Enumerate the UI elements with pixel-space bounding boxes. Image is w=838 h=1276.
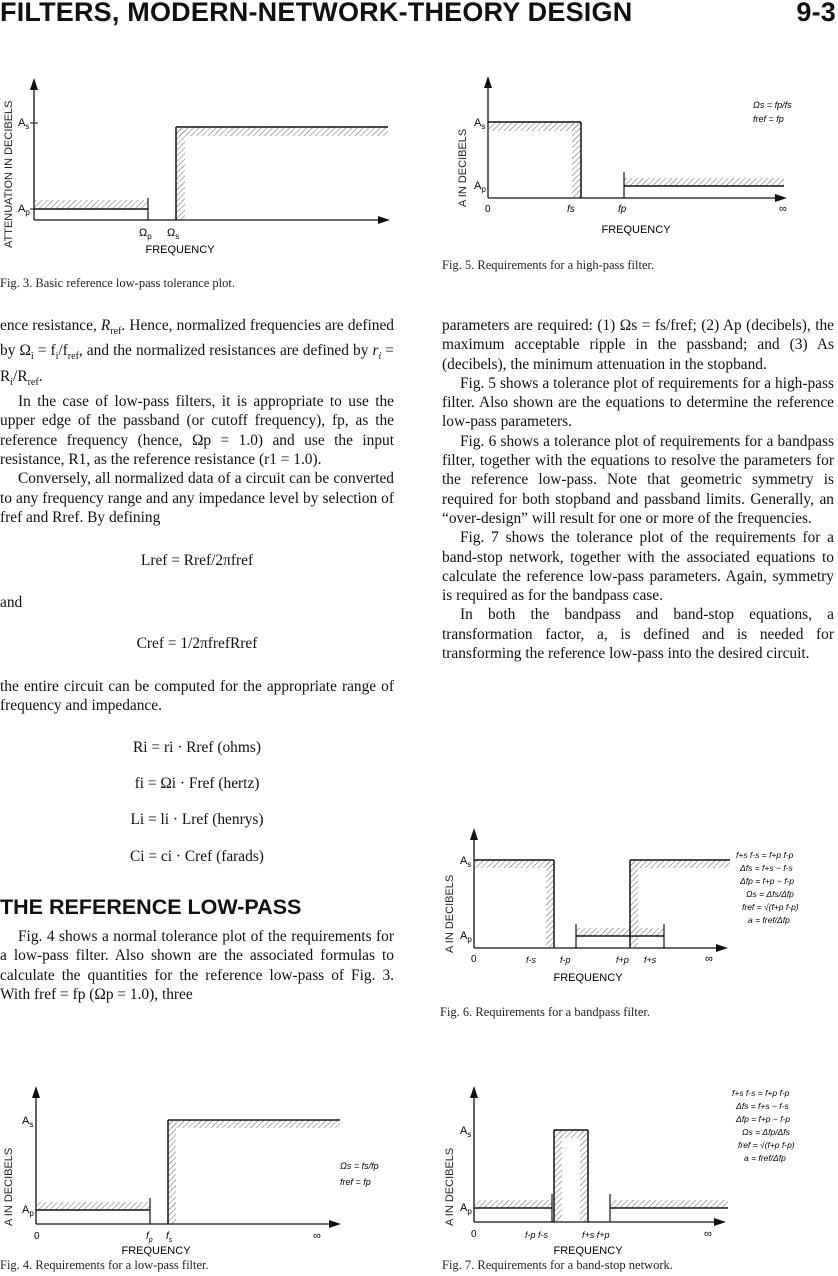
right-column [442,316,834,663]
left-column [0,316,394,1004]
zero-tick: 0 [471,954,477,965]
svg-text:Ap: $A_p$ [22,1204,34,1218]
y-axis-label: A IN DECIBELS [457,128,469,207]
zero-tick: 0 [34,1231,40,1242]
ap-label: $A_p$ [18,203,30,217]
as-label: $A_s$ [474,117,486,131]
x-axis-label: FREQUENCY [601,224,671,236]
eq-line: Ωs = Δfp/Δfs [742,1127,790,1137]
zero-tick: 0 [471,1229,477,1240]
ap-label: $A_p$ [474,180,486,194]
equation-lref: Lref = Rref/2πfref [140,552,254,570]
equation-fi: fi = Ωi · Fref (hertz) [134,774,260,792]
eq-line: f+s f-s = f+p f-p [732,1088,790,1098]
x-axis-label: FREQUENCY [553,972,623,984]
as-label: $A_s$ [18,117,30,131]
svg-text:As: $A_s$ [460,1125,472,1139]
omega-p-tick: $\Omega_p$ [139,227,152,241]
paragraph: parameters are required: (1) Ωs = fs/fref; (2) Ap (decibels), the maximum acceptable ripple in the passband; and (3) As (decibels), the minimum attenuation in the stopband. [442,317,834,373]
infinity-tick: ∞ [779,203,787,215]
paragraph: ence resistance, $R_{ref}$. Hence, normalized frequencies are defined by $\Omega_i = f_i/f_{ref}$, and the normalized resistances are defined by $r_i = R_i/R_{ref}$. [0,317,394,388]
section-heading: THE REFERENCE LOW-PASS [0,894,302,919]
fs-tick: fs [567,204,575,215]
eq-fref: fref = fp [340,1177,371,1187]
y-axis-label: A IN DECIBELS [3,1147,15,1226]
eq-line: fref = √(f+p f-p) [742,902,799,912]
eq-line: Δfs = f+s − f-s [740,863,793,873]
figure-5 [438,72,838,242]
page-number: 9-3 [796,0,836,27]
x-axis-label: FREQUENCY [553,1245,623,1257]
x-axis-label: FREQUENCY [121,1245,191,1257]
eq-omega: Ωs = fp/fs [753,100,792,110]
tick-right: f+s f+p [582,1230,610,1240]
figure-4 [0,1084,400,1257]
tick-left: f-p f-s [525,1230,549,1240]
paragraph: Fig. 7 shows the tolerance plot of the requirements for a band-stop network, together with the associated equations to calculate the reference low-pass parameters. Again, symmetry is required as for the bandpass case. [442,529,834,605]
eq-line: a = fref/Δfp [748,915,790,925]
eq-line: f+s f-s = f+p f-p [736,850,794,860]
infinity-tick: ∞ [705,953,713,965]
omega-s-tick: $\Omega_s$ [167,227,180,241]
svg-text:Ap: $A_p$ [460,1202,472,1216]
running-header-title: FILTERS, MODERN-NETWORK-THEORY DESIGN [0,0,633,27]
fig3-caption: Fig. 3. Basic reference low-pass tolerance plot. [0,276,235,290]
fs-tick: $f_s$ [166,1231,173,1244]
y-axis-label: ATTENUATION IN DECIBELS [3,100,15,248]
fig6-caption: Fig. 6. Requirements for a bandpass filter. [440,1005,651,1019]
tick-f-plus-s: f+s [644,955,657,965]
figure-7 [438,1084,838,1257]
tick-f-minus-s: f-s [526,955,536,965]
svg-text:As: $A_s$ [460,855,472,869]
svg-text:Ap: $A_p$ [460,930,472,944]
paragraph: Fig. 5 shows a tolerance plot of requirements for a high-pass filter. Also shown are the equations to determine the reference low-pass parameters. [442,374,834,431]
paragraph: In both the bandpass and band-stop equations, a transformation factor, a, is defined and is needed for transforming the reference low-pass into the desired circuit. [442,606,834,663]
eq-omega: Ωs = fs/fp [340,1161,379,1171]
eq-line: Ωs = Δfs/Δfp [746,889,794,899]
fp-tick: fp [618,204,627,215]
eq-line: a = fref/Δfp [744,1153,786,1163]
y-axis-label: A IN DECIBELS [444,874,456,953]
fig4-caption: Fig. 4. Requirements for a low-pass filter. [0,1258,209,1272]
paragraph: Fig. 6 shows a tolerance plot of requirements for a bandpass filter, together with the equations to resolve the parameters for the reference low-pass. Note that geometric symmetry is required for both stopband and passband limits. Generally, an “over-design” will result for one or more of the frequencies. [442,432,834,527]
infinity-tick: ∞ [704,1228,712,1240]
eq-line: Δfs = f+s − f-s [736,1101,789,1111]
tick-f-minus-p: f-p [560,955,571,965]
eq-line: fref = √(f+p f-p) [738,1140,795,1150]
paragraph: In the case of low-pass filters, it is appropriate to use the upper edge of the passband (or cutoff frequency), fp, as the reference frequency (hence, Ωp = 1.0) and use the input resistance, R1, as the reference resistance (r1 = 1.0). [0,393,394,469]
fig5-caption: Fig. 5. Requirements for a high-pass filter. [442,258,655,272]
tick-f-plus-p: f+p [616,955,629,965]
eq-line: Δfp = f+p − f-p [736,1114,791,1124]
eq-fref: fref = fp [753,114,784,124]
equation-li: Li = li · Lref (henrys) [130,811,264,829]
equation-ci: Ci = ci · Cref (farads) [130,847,264,865]
zero-tick: 0 [485,204,491,215]
paragraph: Conversely, all normalized data of a circuit can be converted to any frequency range and any impedance level by selection of fref and Rref. By defining [0,470,394,526]
and-text: and [0,593,23,611]
x-axis-label: FREQUENCY [145,244,215,256]
eq-line: Δfp = f+p − f-p [740,876,795,886]
paragraph: the entire circuit can be computed for the appropriate range of frequency and impedance. [0,678,394,715]
equation-cref: Cref = 1/2πfrefRref [136,634,258,652]
figure-6 [438,826,838,991]
infinity-tick: ∞ [313,1230,321,1242]
svg-text:As: $A_s$ [22,1115,34,1129]
paragraph: Fig. 4 shows a normal tolerance plot of the requirements for a low-pass filter. Also shown are the associated formulas to calculate the quantities for the reference low-pass of Fig. 3. With fref = fp (Ωp = 1.0), three [0,928,394,1004]
figure-3 [0,72,400,272]
fp-tick: $f_p$ [146,1231,153,1244]
y-axis-label: A IN DECIBELS [444,1147,456,1226]
equation-ri: Ri = ri · Rref (ohms) [133,738,261,756]
fig7-caption: Fig. 7. Requirements for a band-stop network. [442,1258,673,1272]
